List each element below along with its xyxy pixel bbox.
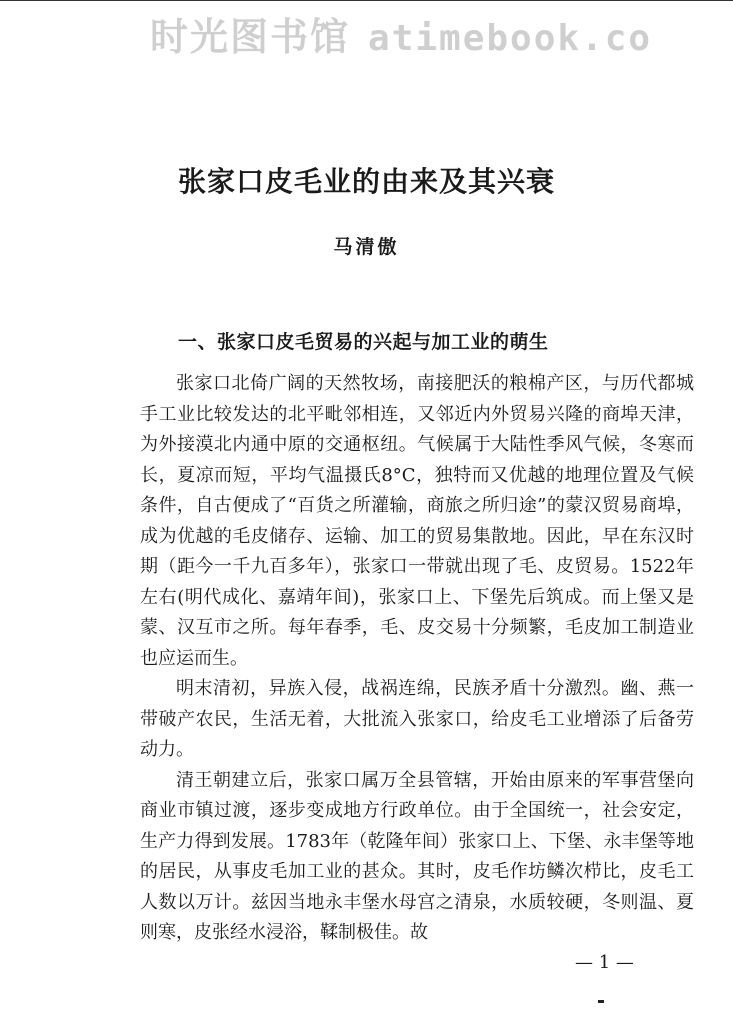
watermark — [150, 6, 652, 61]
scan-edge-line — [0, 0, 733, 1]
article-title: 张家口皮毛业的由来及其兴衰 — [177, 165, 555, 198]
paragraph-3: 清王朝建立后，张家口属万全县管辖，开始由原来的军事营堡向商业市镇过渡，逐步变成地方行政单位。由于全国统一，社会安定，生产力得到发展。1783年（乾隆年间）张家口上、下堡、永丰堡等地的居民，从事皮毛加工业的甚众。其时，皮毛作坊鳞次栉比，皮毛工人数以万计。兹因当地永丰堡水母宫之清泉，水质较硬，冬则温、夏则寒，皮张经水浸浴，鞣制极佳。故 — [140, 769, 694, 943]
watermark-site-url: atimebook.co — [368, 18, 653, 59]
article-body — [140, 369, 694, 949]
paragraph-2: 明末清初，异族入侵，战祸连绵，民族矛盾十分激烈。幽、燕一带破产农民，生活无着，大批流入张家口，给皮毛工业增添了后备劳动力。 — [140, 678, 694, 760]
section-heading: 一、张家口皮毛贸易的兴起与加工业的萌生 — [178, 331, 549, 353]
watermark-site-name: 时光图书馆 — [150, 15, 351, 59]
paragraph-1: 张家口北倚广阔的天然牧场，南接肥沃的粮棉产区，与历代都城手工业比较发达的北平毗邻相连，又邻近内外贸易兴隆的商埠天津，为外接漠北内通中原的交通枢纽。气候属于大陆性季风气候，冬寒而长，夏凉而短，平均气温摄氏8°C，独特而又优越的地理位置及气候条件，自古便成了“百货之所灌输，商旅之所归途”的蒙汉贸易商埠，成为优越的毛皮储存、运输、加工的贸易集散地。因此，早在东汉时期（距今一千九百多年），张家口一带就出现了毛、皮贸易。1522年左右(明代成化、嘉靖年间)，张家口上、下堡先后筑成。而上堡又是蒙、汉互市之所。每年春季，毛、皮交易十分频繁，毛皮加工制造业也应运而生。 — [140, 373, 694, 669]
scan-speck — [598, 1000, 604, 1003]
page-number: — 1 — — [575, 952, 634, 973]
article-author: 马清傲 — [333, 236, 400, 258]
